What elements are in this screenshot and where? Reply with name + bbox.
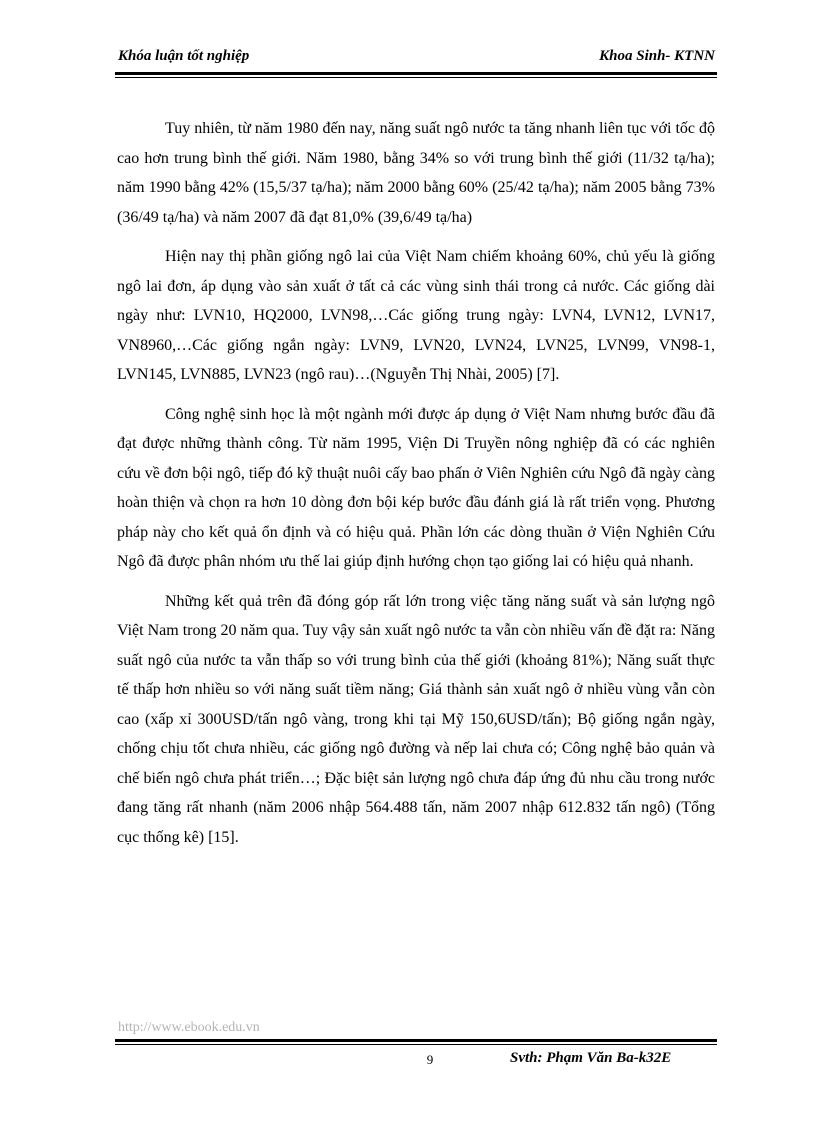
footer-divider xyxy=(115,1039,717,1042)
header-divider-thin xyxy=(115,77,717,78)
footer-divider-thin xyxy=(115,1044,717,1045)
source-link[interactable]: http://www.ebook.edu.vn xyxy=(118,1020,260,1035)
page-number: 9 xyxy=(426,1052,434,1067)
paragraph: Hiện nay thị phần giống ngô lai của Việt Nam chiếm khoảng 60%, chủ yếu là giống ngô lai đơn, áp dụng vào sản xuất ở tất cả các vùng sinh thái trong cả nước. Các giống dài ngày như: LVN10, HQ2000, LVN98,…Các giống trung ngày: LVN4, LVN12, LVN17, VN8960,…Các giống ngắn ngày: LVN9, LVN20, LVN24, LVN25, LVN99, VN98-1, LVN145, LVN885, LVN23 (ngô rau)…(Nguyễn Thị Nhài, 2005) [7]. xyxy=(117,248,715,383)
header-divider xyxy=(115,72,717,75)
student-author: Svth: Phạm Văn Ba-k32E xyxy=(510,1050,672,1066)
paragraph: Công nghệ sinh học là một ngành mới được áp dụng ở Việt Nam nhưng bước đầu đã đạt được những thành công. Từ năm 1995, Viện Di Truyền nông nghiệp đã có các nghiên cứu về đơn bội ngô, tiếp đó kỹ thuật nuôi cấy bao phấn ở Viên Nghiên cứu Ngô đã ngày càng hoàn thiện và chọn ra hơn 10 dòng đơn bội kép bước đầu đánh giá là rất triển vọng. Phương pháp này cho kết quả ổn định và có hiệu quả. Phần lớn các dòng thuần ở Viện Nghiên Cứu Ngô đã được phân nhóm ưu thế lai giúp định hướng chọn tạo giống lai có hiệu quả nhanh. xyxy=(117,405,715,570)
body-text xyxy=(117,114,715,862)
paragraph: Tuy nhiên, từ năm 1980 đến nay, năng suất ngô nước ta tăng nhanh liên tục với tốc độ cao hơn trung bình thế giới. Năm 1980, bằng 34% so với trung bình thế giới (11/32 tạ/ha); năm 1990 bằng 42% (15,5/37 tạ/ha); năm 2000 bằng 60% (25/42 tạ/ha); năm 2005 bằng 73% (36/49 tạ/ha) và năm 2007 đã đạt 81,0% (39,6/49 tạ/ha) xyxy=(117,120,715,226)
thesis-title: Khóa luận tốt nghiệp xyxy=(118,48,250,64)
page-header xyxy=(118,48,715,72)
faculty-name: Khoa Sinh- KTNN xyxy=(599,48,715,64)
paragraph: Những kết quả trên đã đóng góp rất lớn trong việc tăng năng suất và sản lượng ngô Việt Nam trong 20 năm qua. Tuy vậy sản xuất ngô nước ta vẫn còn nhiều vấn đề đặt ra: Năng suất ngô của nước ta vẫn thấp so với trung bình của thế giới (khoảng 81%); Năng suất thực tế thấp hơn nhiều so với năng suất tiềm năng; Giá thành sản xuất ngô ở nhiều vùng vẫn còn cao (xấp xỉ 300USD/tấn ngô vàng, trong khi tại Mỹ 150,6USD/tấn); Bộ giống ngắn ngày, chống chịu tốt chưa nhiều, các giống ngô đường và nếp lai chưa có; Công nghệ bảo quản và chế biến ngô chưa phát triển…; Đặc biệt sản lượng ngô chưa đáp ứng đủ nhu cầu trong nước đang tăng rất nhanh (năm 2006 nhập 564.488 tấn, năm 2007 nhập 612.832 tấn ngô) (Tổng cục thống kê) [15]. xyxy=(117,592,715,846)
